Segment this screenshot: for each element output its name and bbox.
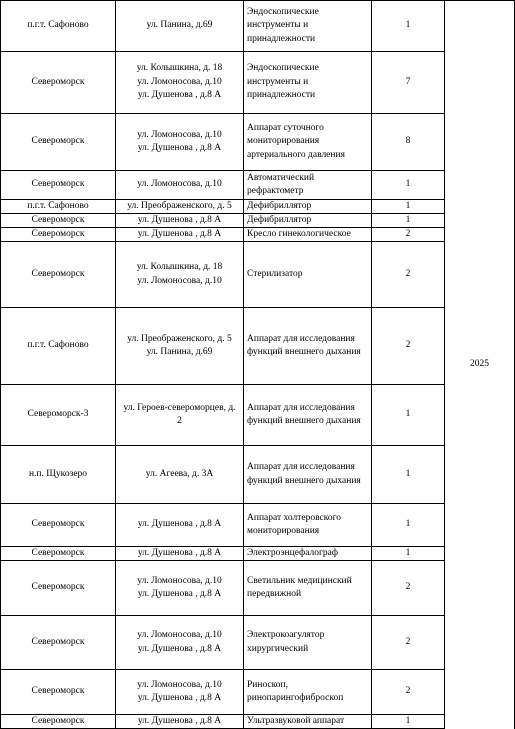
equipment-line-group: [247, 228, 351, 242]
address-line: ул. Ломоносова, д.10: [137, 575, 222, 586]
address-line-group: [137, 129, 221, 156]
city-cell: [0, 0, 116, 52]
equipment-line: хирургический: [247, 643, 309, 654]
address-line: ул. Ломоносова, д.10: [137, 630, 222, 640]
address-line: ул. Панина, д.69: [146, 20, 213, 31]
address-line: ул. Душенова , д.8 А: [137, 589, 222, 599]
equipment-cell: [244, 446, 372, 504]
equipment-line: артериального давления: [247, 149, 345, 160]
equipment-line-group: [247, 200, 311, 214]
address-cell: [116, 114, 244, 171]
address-line-group: [138, 228, 221, 242]
quantity-text: 1: [405, 179, 411, 190]
city-text: Североморск: [31, 136, 85, 147]
address-cell: [116, 200, 244, 214]
quantity-text: 2: [405, 268, 411, 279]
address-cell: [116, 214, 244, 228]
address-line: ул. Душенова , д.8 А: [137, 643, 222, 654]
quantity-cell: [372, 0, 445, 52]
quantity-text: 1: [405, 547, 411, 558]
equipment-line: Электрокоагулятор: [247, 630, 325, 640]
address-line: ул. Преображенского, д. 5: [127, 200, 232, 211]
equipment-line: Аппарат для исследования: [247, 402, 355, 413]
address-cell: [116, 670, 244, 715]
quantity-cell: [372, 616, 445, 670]
city-cell: [0, 547, 116, 561]
equipment-cell: [244, 114, 372, 171]
equipment-line-group: [247, 547, 338, 561]
quantity-text: 2: [405, 340, 411, 351]
quantity-cell: [372, 504, 445, 547]
address-line-group: [138, 547, 221, 561]
quantity-cell: [372, 561, 445, 616]
equipment-line-group: [247, 629, 324, 656]
address-line: ул. Ломоносова, д.10: [137, 76, 222, 87]
equipment-line: инструменты и: [247, 20, 309, 31]
equipment-cell: [244, 547, 372, 561]
address-line-group: [127, 333, 232, 360]
address-line-group: [137, 629, 221, 656]
equipment-line: Аппарат суточного: [247, 122, 324, 133]
equipment-line-group: [247, 172, 314, 199]
city-text: п.г.т. Сафоново: [27, 340, 89, 351]
equipment-cell: [244, 670, 372, 715]
city-text: Североморск: [31, 686, 85, 697]
quantity-text: 2: [405, 636, 411, 647]
address-line-group: [137, 679, 221, 706]
city-text: Североморск: [31, 179, 85, 190]
address-line-group: [137, 62, 223, 103]
address-line: ул. Душенова , д.8 А: [137, 547, 222, 558]
address-line: ул. Панина, д.69: [146, 347, 213, 357]
equipment-line: инструменты и: [247, 76, 309, 87]
quantity-cell: [372, 200, 445, 214]
city-text: Североморск: [31, 268, 85, 279]
city-text: Североморск: [31, 228, 85, 239]
quantity-text: 2: [405, 228, 411, 239]
city-cell: [0, 228, 116, 242]
equipment-line-group: [247, 62, 319, 103]
quantity-text: 8: [405, 136, 411, 147]
quantity-cell: [372, 214, 445, 228]
equipment-line: Аппарат для исследования: [247, 333, 355, 344]
equipment-line-group: [247, 214, 311, 228]
equipment-cell: [244, 616, 372, 670]
address-line: ул. Агеева, д. 3А: [145, 468, 214, 479]
quantity-cell: [372, 171, 445, 200]
address-cell: [116, 171, 244, 200]
address-cell: [116, 446, 244, 504]
quantity-text: 1: [405, 214, 411, 225]
city-cell: [0, 242, 116, 308]
equipment-line-group: [247, 715, 344, 729]
address-line-group: [138, 214, 221, 228]
quantity-text: 2: [405, 686, 411, 697]
address-cell: [116, 561, 244, 616]
address-line-group: [127, 200, 232, 214]
equipment-cell: [244, 171, 372, 200]
equipment-cell: [244, 0, 372, 52]
equipment-line: Эндоскопические: [247, 6, 319, 17]
city-text: Североморск: [31, 519, 85, 530]
city-text: Североморск: [31, 214, 85, 225]
equipment-line: Риноскоп,: [247, 679, 288, 690]
equipment-line-group: [247, 6, 319, 47]
city-cell: [0, 670, 116, 715]
equipment-line: функций внешнего дыхания: [247, 475, 361, 486]
address-cell: [116, 52, 244, 114]
equipment-line-group: [247, 512, 341, 539]
address-line: ул. Ломоносова, д.10: [137, 679, 222, 690]
equipment-cell: [244, 242, 372, 308]
address-line-group: [146, 468, 213, 482]
address-line: ул. Душенова , д.8 А: [137, 214, 222, 225]
quantity-text: 2: [405, 582, 411, 593]
quantity-text: 1: [405, 20, 411, 31]
equipment-line: принадлежности: [247, 33, 316, 44]
equipment-line: Светильник медицинский: [247, 575, 352, 586]
city-text: п.г.т. Сафоново: [27, 20, 89, 31]
equipment-line-group: [247, 679, 343, 706]
address-line: ул. Душенова , д.8 А: [137, 715, 222, 726]
city-cell: [0, 385, 116, 446]
quantity-cell: [372, 228, 445, 242]
quantity-text: 1: [405, 468, 411, 479]
address-line-group: [123, 402, 235, 429]
city-cell: [0, 308, 116, 385]
quantity-cell: [372, 308, 445, 385]
equipment-line: функций внешнего дыхания: [247, 416, 361, 426]
address-line-group: [147, 19, 213, 33]
address-line-group: [137, 575, 221, 602]
city-cell: [0, 446, 116, 504]
equipment-line: Стерилизатор: [247, 268, 303, 279]
equipment-line: Аппарат для исследования: [247, 462, 355, 472]
city-cell: [0, 616, 116, 670]
equipment-line: Эндоскопические: [247, 63, 319, 74]
quantity-cell: [372, 114, 445, 171]
address-cell: [116, 385, 244, 446]
quantity-cell: [372, 547, 445, 561]
city-text: Североморск-3: [27, 409, 89, 420]
address-cell: [116, 0, 244, 52]
city-text: Североморск: [31, 582, 85, 593]
equipment-line: Дефибриллятор: [247, 214, 312, 225]
quantity-cell: [372, 715, 445, 729]
equipment-line: передвижной: [247, 589, 302, 599]
city-text: Североморск: [31, 76, 85, 87]
address-line: ул. Душенова , д.8 А: [137, 143, 222, 153]
year-cell: [445, 0, 515, 729]
equipment-line: мониторирования: [247, 136, 320, 147]
quantity-text: 1: [405, 409, 411, 420]
equipment-cell: [244, 214, 372, 228]
equipment-line: функций внешнего дыхания: [247, 347, 361, 357]
city-cell: [0, 171, 116, 200]
address-line: ул. Героев-североморцев, д.: [123, 402, 236, 413]
address-cell: [116, 616, 244, 670]
address-cell: [116, 242, 244, 308]
address-line: ул. Душенова , д.8 А: [137, 90, 222, 101]
equipment-line-group: [247, 268, 303, 282]
address-line: ул. Ломоносова, д.10: [137, 275, 222, 286]
city-text: н.п. Щукозеро: [28, 468, 88, 479]
equipment-line: принадлежности: [247, 90, 316, 101]
quantity-cell: [372, 446, 445, 504]
quantity-text: 1: [405, 200, 411, 211]
address-line-group: [137, 261, 223, 288]
city-cell: [0, 715, 116, 729]
equipment-line-group: [247, 122, 345, 163]
quantity-text: 1: [405, 715, 411, 726]
city-cell: [0, 561, 116, 616]
address-line-group: [138, 715, 221, 729]
address-line: ул. Колышкина, д. 18: [136, 63, 223, 74]
address-line-group: [138, 518, 221, 532]
address-cell: [116, 228, 244, 242]
city-text: Североморск: [31, 547, 85, 558]
quantity-cell: [372, 52, 445, 114]
equipment-cell: [244, 504, 372, 547]
equipment-line: мониторирования: [247, 526, 320, 536]
equipment-line-group: [247, 575, 352, 602]
address-line: ул. Душенова , д.8 А: [137, 693, 222, 703]
city-cell: [0, 52, 116, 114]
quantity-text: 7: [405, 76, 411, 87]
address-line: ул. Душенова , д.8 А: [137, 519, 222, 530]
equipment-line: Аппарат холтеровского: [247, 512, 342, 523]
equipment-line-group: [247, 461, 361, 488]
address-cell: [116, 504, 244, 547]
address-line: ул. Душенова , д.8 А: [137, 228, 222, 239]
city-text: Североморск: [31, 715, 85, 726]
address-line: ул. Ломоносова, д.10: [137, 129, 222, 140]
equipment-cell: [244, 561, 372, 616]
equipment-line: Электроэнцефалограф: [247, 547, 339, 558]
address-cell: [116, 715, 244, 729]
city-cell: [0, 214, 116, 228]
equipment-cell: [244, 200, 372, 214]
equipment-line: Автоматический: [247, 172, 315, 183]
equipment-line: ринопарингофиброскоп: [247, 693, 344, 703]
equipment-line: Кресло гинекологическое: [247, 228, 351, 239]
equipment-line: Ультразвуковой аппарат: [247, 715, 345, 726]
equipment-cell: [244, 52, 372, 114]
address-line: ул. Ломоносова, д.10: [137, 179, 222, 190]
address-line: ул. Колышкина, д. 18: [136, 262, 223, 272]
address-cell: [116, 547, 244, 561]
quantity-cell: [372, 242, 445, 308]
equipment-cell: [244, 308, 372, 385]
city-cell: [0, 504, 116, 547]
address-line-group: [137, 178, 221, 192]
equipment-line-group: [247, 402, 361, 429]
quantity-cell: [372, 385, 445, 446]
city-cell: [0, 114, 116, 171]
equipment-cell: [244, 228, 372, 242]
address-line: ул. Преображенского, д. 5: [127, 333, 232, 344]
quantity-text: 1: [405, 519, 411, 530]
equipment-cell: [244, 715, 372, 729]
city-cell: [0, 200, 116, 214]
quantity-cell: [372, 670, 445, 715]
city-text: п.г.т. Сафоново: [27, 200, 89, 211]
city-text: Североморск: [31, 636, 85, 647]
equipment-line-group: [247, 333, 361, 360]
equipment-line: Дефибриллятор: [247, 200, 312, 211]
address-cell: [116, 308, 244, 385]
year-text: 2025: [470, 359, 489, 370]
equipment-line: рефрактометр: [247, 186, 304, 196]
equipment-cell: [244, 385, 372, 446]
address-line: 2: [177, 416, 182, 426]
